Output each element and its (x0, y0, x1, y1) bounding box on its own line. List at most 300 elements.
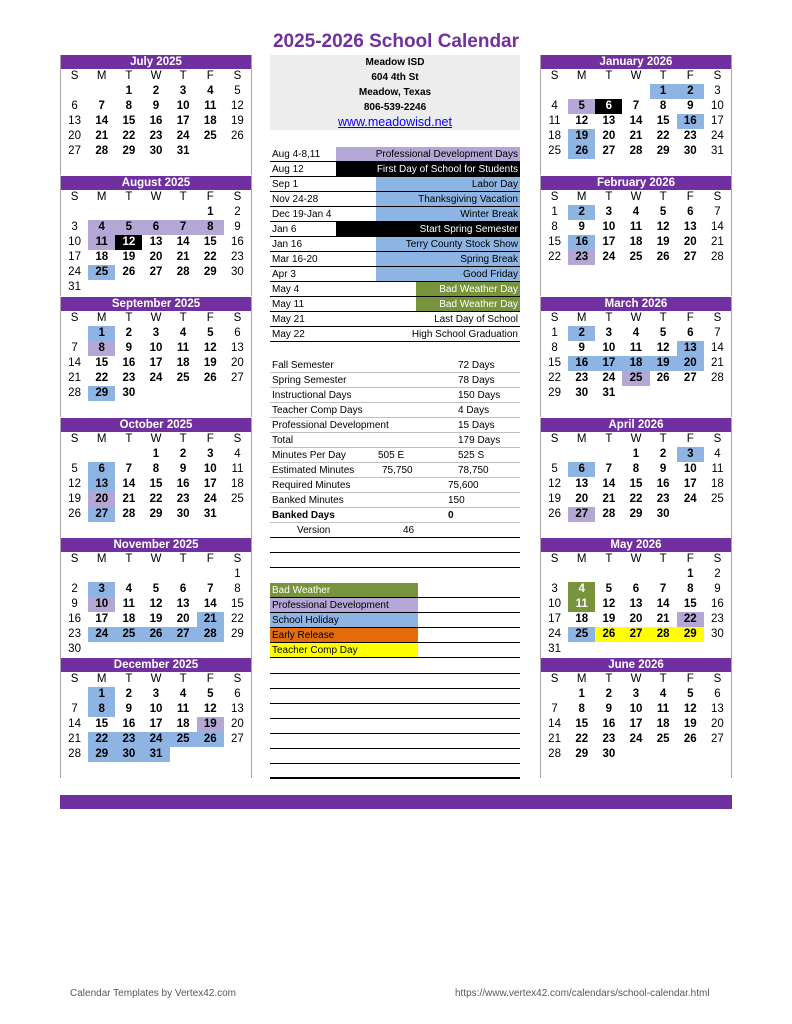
day-cell: 2 (152, 85, 160, 97)
empty-cell (170, 567, 197, 582)
day-cell: 31 (142, 747, 169, 762)
stat-row (270, 388, 520, 403)
day-cell: 26 (231, 130, 244, 142)
weekday-header: S (713, 433, 722, 445)
day-cell: 16 (176, 478, 190, 490)
weekday-header: S (70, 70, 79, 82)
weekday-header: T (125, 70, 133, 82)
day-cell: 19 (650, 356, 677, 371)
day-cell: 17 (683, 478, 697, 490)
weekday-header: T (605, 553, 613, 565)
weekday-header: T (605, 312, 613, 324)
day-cell: 18 (95, 251, 109, 263)
legend-swatch-label: Professional Development (270, 598, 418, 612)
stat-label: Instructional Days (272, 390, 352, 401)
day-cell: 8 (632, 463, 640, 475)
day-cell: 15 (203, 236, 217, 248)
event-date: May 21 (272, 314, 305, 325)
day-cell: 21 (711, 357, 724, 369)
event-name: High School Graduation (411, 329, 518, 340)
day-cell: 3 (179, 85, 187, 97)
day-cell: 21 (548, 733, 561, 745)
stat-row (270, 418, 520, 433)
day-cell: 10 (149, 342, 163, 354)
day-cell: 29 (575, 748, 589, 760)
day-cell: 30 (683, 145, 697, 157)
weekday-header: T (125, 673, 133, 685)
month-grid (61, 672, 251, 762)
day-cell: 1 (632, 448, 640, 460)
weekday-header: T (179, 673, 187, 685)
day-cell: 14 (68, 357, 81, 369)
weekday-header: M (96, 191, 107, 203)
weekday-header: F (206, 673, 214, 685)
event-date: May 22 (272, 329, 305, 340)
weekday-header: T (605, 70, 613, 82)
day-cell: 26 (683, 733, 697, 745)
day-cell: 8 (687, 583, 694, 595)
day-cell: 26 (568, 144, 595, 159)
weekday-header: S (550, 312, 559, 324)
event-date: Sep 1 (272, 179, 299, 190)
month-title: July 2025 (61, 55, 251, 69)
weekday-header: S (70, 673, 79, 685)
day-cell: 16 (677, 114, 704, 129)
stat-label: Minutes Per Day (272, 450, 346, 461)
day-cell: 27 (683, 372, 697, 384)
day-cell: 26 (203, 372, 217, 384)
day-cell: 4 (632, 206, 640, 218)
day-cell: 7 (71, 703, 78, 715)
day-cell: 17 (711, 115, 724, 127)
day-cell: 21 (629, 130, 643, 142)
day-cell: 6 (714, 688, 721, 700)
weekday-header: W (150, 433, 162, 445)
day-cell: 7 (71, 342, 78, 354)
day-cell: 15 (629, 478, 643, 490)
stat-row (270, 403, 520, 418)
weekday-header: S (550, 673, 559, 685)
weekday-header: W (630, 433, 642, 445)
weekday-header: S (233, 312, 242, 324)
weekday-header: F (686, 312, 694, 324)
empty-cell (595, 567, 622, 582)
empty-cell (88, 205, 115, 220)
stat-label: Banked Minutes (272, 495, 344, 506)
day-cell: 6 (179, 583, 187, 595)
day-cell: 12 (575, 115, 589, 127)
day-cell: 1 (88, 687, 115, 702)
stat-row (270, 478, 520, 493)
stat-row (270, 448, 520, 463)
day-cell: 11 (177, 703, 190, 715)
day-cell: 23 (568, 250, 595, 265)
weekday-header: F (686, 433, 694, 445)
day-cell: 9 (659, 463, 667, 475)
day-cell: 19 (231, 115, 244, 127)
day-cell: 16 (656, 478, 670, 490)
stat-value-b: 72 Days (458, 360, 495, 371)
stat-value-b: 15 Days (458, 420, 495, 431)
weekday-header: S (713, 553, 722, 565)
day-cell: 11 (177, 342, 190, 354)
day-cell: 27 (231, 733, 244, 745)
day-cell: 2 (714, 568, 721, 580)
day-cell: 20 (575, 493, 589, 505)
district-website-link[interactable]: www.meadowisd.net (338, 115, 452, 129)
day-cell: 31 (548, 643, 561, 655)
stat-label: Teacher Comp Days (272, 405, 363, 416)
month-grid (61, 432, 251, 522)
month-calendar (540, 538, 732, 658)
day-cell: 7 (98, 100, 105, 112)
day-cell: 8 (197, 220, 224, 235)
day-cell: 25 (231, 493, 244, 505)
stat-value-b: 150 (448, 495, 465, 506)
day-cell: 10 (602, 221, 616, 233)
weekday-header: T (125, 312, 133, 324)
day-cell: 1 (687, 568, 694, 580)
stat-value-b: 525 S (458, 450, 485, 461)
day-cell: 4 (234, 448, 241, 460)
day-cell: 7 (605, 463, 613, 475)
month-grid (61, 552, 251, 657)
day-cell: 4 (179, 327, 187, 339)
day-cell: 3 (605, 327, 613, 339)
weekday-header: W (630, 312, 642, 324)
weekday-header: T (659, 70, 667, 82)
day-cell: 29 (203, 266, 217, 278)
day-cell: 24 (683, 493, 697, 505)
day-cell: 18 (176, 718, 190, 730)
event-name: Spring Break (376, 252, 520, 266)
day-cell: 3 (714, 85, 721, 97)
day-cell: 27 (711, 733, 724, 745)
day-cell: 21 (122, 493, 136, 505)
day-cell: 2 (568, 326, 595, 341)
stat-row (270, 373, 520, 388)
weekday-header: W (150, 312, 162, 324)
day-cell: 6 (142, 220, 169, 235)
month-calendar (540, 297, 732, 417)
day-cell: 17 (602, 236, 616, 248)
footer-url[interactable]: https://www.vertex42.com/calendars/school-calendar.html (455, 988, 710, 999)
day-cell: 2 (677, 84, 704, 99)
event-name: Professional Development Days (336, 147, 520, 161)
weekday-header: W (630, 553, 642, 565)
month-title: June 2026 (541, 658, 731, 672)
event-row (270, 207, 520, 222)
event-row (270, 222, 520, 237)
day-cell: 28 (122, 508, 136, 520)
footer-credit[interactable]: Calendar Templates by Vertex42.com (70, 988, 237, 999)
day-cell: 13 (629, 598, 643, 610)
month-calendar (540, 418, 732, 538)
day-cell: 17 (68, 251, 81, 263)
empty-cell (61, 687, 88, 702)
day-cell: 10 (176, 100, 190, 112)
day-cell: 10 (88, 597, 115, 612)
day-cell: 6 (568, 462, 595, 477)
day-cell: 21 (656, 613, 670, 625)
day-cell: 12 (231, 100, 244, 112)
day-cell: 7 (714, 206, 721, 218)
day-cell: 1 (125, 85, 133, 97)
district-phone: 806-539-2246 (363, 102, 427, 113)
month-title: January 2026 (541, 55, 731, 69)
version-value: 46 (403, 525, 415, 536)
day-cell: 26 (122, 266, 136, 278)
stat-value-b: 0 (448, 510, 454, 521)
day-cell: 13 (602, 115, 616, 127)
day-cell: 7 (125, 463, 133, 475)
day-cell: 16 (568, 235, 595, 250)
divider-line (270, 763, 520, 764)
month-grid (541, 672, 731, 762)
stat-label: Spring Semester (272, 375, 347, 386)
day-cell: 8 (551, 221, 558, 233)
day-cell: 19 (197, 717, 224, 732)
weekday-header: T (125, 553, 133, 565)
day-cell: 21 (95, 130, 109, 142)
weekday-header: S (233, 433, 242, 445)
month-grid (541, 69, 731, 159)
day-cell: 2 (568, 205, 595, 220)
stat-value-a: 505 E (378, 450, 405, 461)
day-cell: 21 (176, 251, 190, 263)
day-cell: 3 (677, 447, 704, 462)
day-cell: 12 (548, 478, 561, 490)
day-cell: 8 (551, 342, 558, 354)
event-name: Winter Break (376, 207, 520, 221)
event-name: Thanksgiving Vacation (376, 192, 520, 206)
day-cell: 21 (711, 236, 724, 248)
day-cell: 16 (149, 115, 163, 127)
empty-cell (61, 326, 88, 341)
day-cell: 6 (71, 100, 78, 112)
weekday-header: F (206, 433, 214, 445)
event-row (270, 162, 520, 177)
day-cell: 22 (231, 613, 244, 625)
month-calendar (60, 418, 252, 538)
day-cell: 11 (629, 342, 643, 354)
day-cell: 15 (683, 598, 697, 610)
day-cell: 1 (578, 688, 585, 700)
weekday-header: M (96, 312, 107, 324)
stat-label: Total (272, 435, 294, 446)
day-cell: 24 (602, 251, 616, 263)
day-cell: 4 (88, 220, 115, 235)
legend-row (270, 628, 520, 643)
day-cell: 25 (88, 265, 115, 280)
day-cell: 15 (575, 718, 589, 730)
weekday-header: S (70, 553, 79, 565)
day-cell: 17 (149, 718, 163, 730)
event-name: Labor Day (376, 177, 520, 191)
day-cell: 20 (711, 718, 724, 730)
day-cell: 11 (568, 597, 595, 612)
weekday-header: T (659, 191, 667, 203)
day-cell: 2 (659, 448, 667, 460)
day-cell: 26 (197, 732, 224, 747)
weekday-header: M (96, 70, 107, 82)
day-cell: 30 (231, 266, 244, 278)
day-cell: 24 (711, 130, 724, 142)
day-cell: 24 (88, 627, 115, 642)
day-cell: 27 (149, 266, 163, 278)
day-cell: 23 (711, 613, 724, 625)
weekday-header: T (179, 191, 187, 203)
empty-cell (595, 84, 622, 99)
day-cell: 16 (68, 613, 81, 625)
event-row (270, 267, 520, 282)
day-cell: 1 (234, 568, 241, 580)
day-cell: 7 (714, 327, 721, 339)
day-cell: 20 (231, 357, 244, 369)
month-grid (61, 69, 251, 159)
event-date: Aug 4-8,11 (272, 149, 321, 160)
day-cell: 23 (602, 733, 616, 745)
weekday-header: M (576, 312, 587, 324)
day-cell: 29 (88, 386, 115, 401)
day-cell: 6 (88, 462, 115, 477)
day-cell: 25 (622, 371, 649, 386)
day-cell: 5 (568, 99, 595, 114)
day-cell: 6 (687, 327, 694, 339)
day-cell: 25 (170, 732, 197, 747)
empty-cell (88, 84, 115, 99)
day-cell: 4 (568, 582, 595, 597)
event-date: Apr 3 (272, 269, 296, 280)
day-cell: 27 (602, 145, 616, 157)
day-cell: 12 (68, 478, 81, 490)
weekday-header: M (576, 553, 587, 565)
day-cell: 18 (122, 613, 136, 625)
day-cell: 27 (683, 251, 697, 263)
day-cell: 13 (68, 115, 81, 127)
day-cell: 29 (629, 508, 643, 520)
day-cell: 29 (677, 627, 704, 642)
month-calendar (60, 55, 252, 175)
day-cell: 2 (179, 448, 187, 460)
weekday-header: S (713, 70, 722, 82)
day-cell: 30 (68, 643, 81, 655)
day-cell: 11 (657, 703, 670, 715)
day-cell: 1 (551, 327, 558, 339)
day-cell: 15 (656, 115, 670, 127)
day-cell: 31 (203, 508, 217, 520)
event-row (270, 282, 520, 297)
day-cell: 24 (176, 130, 190, 142)
day-cell: 25 (176, 372, 190, 384)
event-date: Dec 19-Jan 4 (272, 209, 332, 220)
month-title: March 2026 (541, 297, 731, 311)
stat-value-b: 179 Days (458, 435, 501, 446)
day-cell: 20 (602, 130, 616, 142)
weekday-header: T (605, 433, 613, 445)
day-cell: 4 (659, 688, 667, 700)
day-cell: 17 (95, 613, 109, 625)
day-cell: 9 (714, 583, 721, 595)
weekday-header: T (659, 673, 667, 685)
day-cell: 4 (207, 85, 214, 97)
day-cell: 14 (629, 115, 643, 127)
day-cell: 15 (548, 236, 561, 248)
day-cell: 17 (629, 718, 643, 730)
weekday-header: S (550, 433, 559, 445)
day-cell: 7 (632, 100, 640, 112)
day-cell: 14 (203, 598, 217, 610)
day-cell: 20 (149, 251, 163, 263)
event-name: Bad Weather Day (416, 282, 520, 296)
day-cell: 27 (622, 627, 649, 642)
stat-label: Fall Semester (272, 360, 334, 371)
weekday-header: T (659, 553, 667, 565)
empty-cell (622, 567, 649, 582)
day-cell: 1 (551, 206, 558, 218)
day-cell: 30 (575, 387, 589, 399)
stat-row (270, 433, 520, 448)
day-cell: 24 (68, 266, 81, 278)
empty-cell (197, 567, 224, 582)
event-date: Jan 6 (272, 224, 297, 235)
weekday-header: S (550, 553, 559, 565)
day-cell: 22 (203, 251, 217, 263)
day-cell: 9 (71, 598, 78, 610)
stat-row (270, 358, 520, 373)
event-row (270, 252, 520, 267)
day-cell: 3 (152, 688, 160, 700)
day-cell: 28 (602, 508, 616, 520)
weekday-header: F (206, 553, 214, 565)
stat-value-b: 75,600 (448, 480, 479, 491)
day-cell: 14 (602, 478, 616, 490)
day-cell: 28 (711, 372, 724, 384)
day-cell: 7 (170, 220, 197, 235)
empty-cell (541, 567, 568, 582)
stat-label: Estimated Minutes (272, 465, 355, 476)
day-cell: 25 (629, 251, 643, 263)
event-date: Jan 16 (272, 239, 303, 250)
day-cell: 31 (176, 145, 190, 157)
day-cell: 24 (602, 372, 616, 384)
day-cell: 8 (152, 463, 160, 475)
day-cell: 2 (125, 327, 133, 339)
day-cell: 9 (234, 221, 241, 233)
day-cell: 8 (659, 100, 667, 112)
weekday-header: T (179, 70, 187, 82)
district-info (270, 55, 520, 130)
day-cell: 25 (548, 145, 561, 157)
day-cell: 14 (122, 478, 136, 490)
weekday-header: F (686, 191, 694, 203)
day-cell: 28 (548, 748, 561, 760)
day-cell: 14 (711, 342, 724, 354)
day-cell: 8 (578, 703, 585, 715)
day-cell: 3 (71, 221, 78, 233)
day-cell: 5 (659, 206, 667, 218)
empty-cell (541, 687, 568, 702)
event-row (270, 192, 520, 207)
version-label: Version (297, 525, 331, 536)
day-cell: 23 (149, 130, 163, 142)
day-cell: 12 (656, 342, 670, 354)
day-cell: 19 (568, 129, 595, 144)
weekday-header: F (206, 70, 214, 82)
divider-line (270, 552, 520, 553)
empty-cell (568, 567, 595, 582)
day-cell: 14 (68, 718, 81, 730)
